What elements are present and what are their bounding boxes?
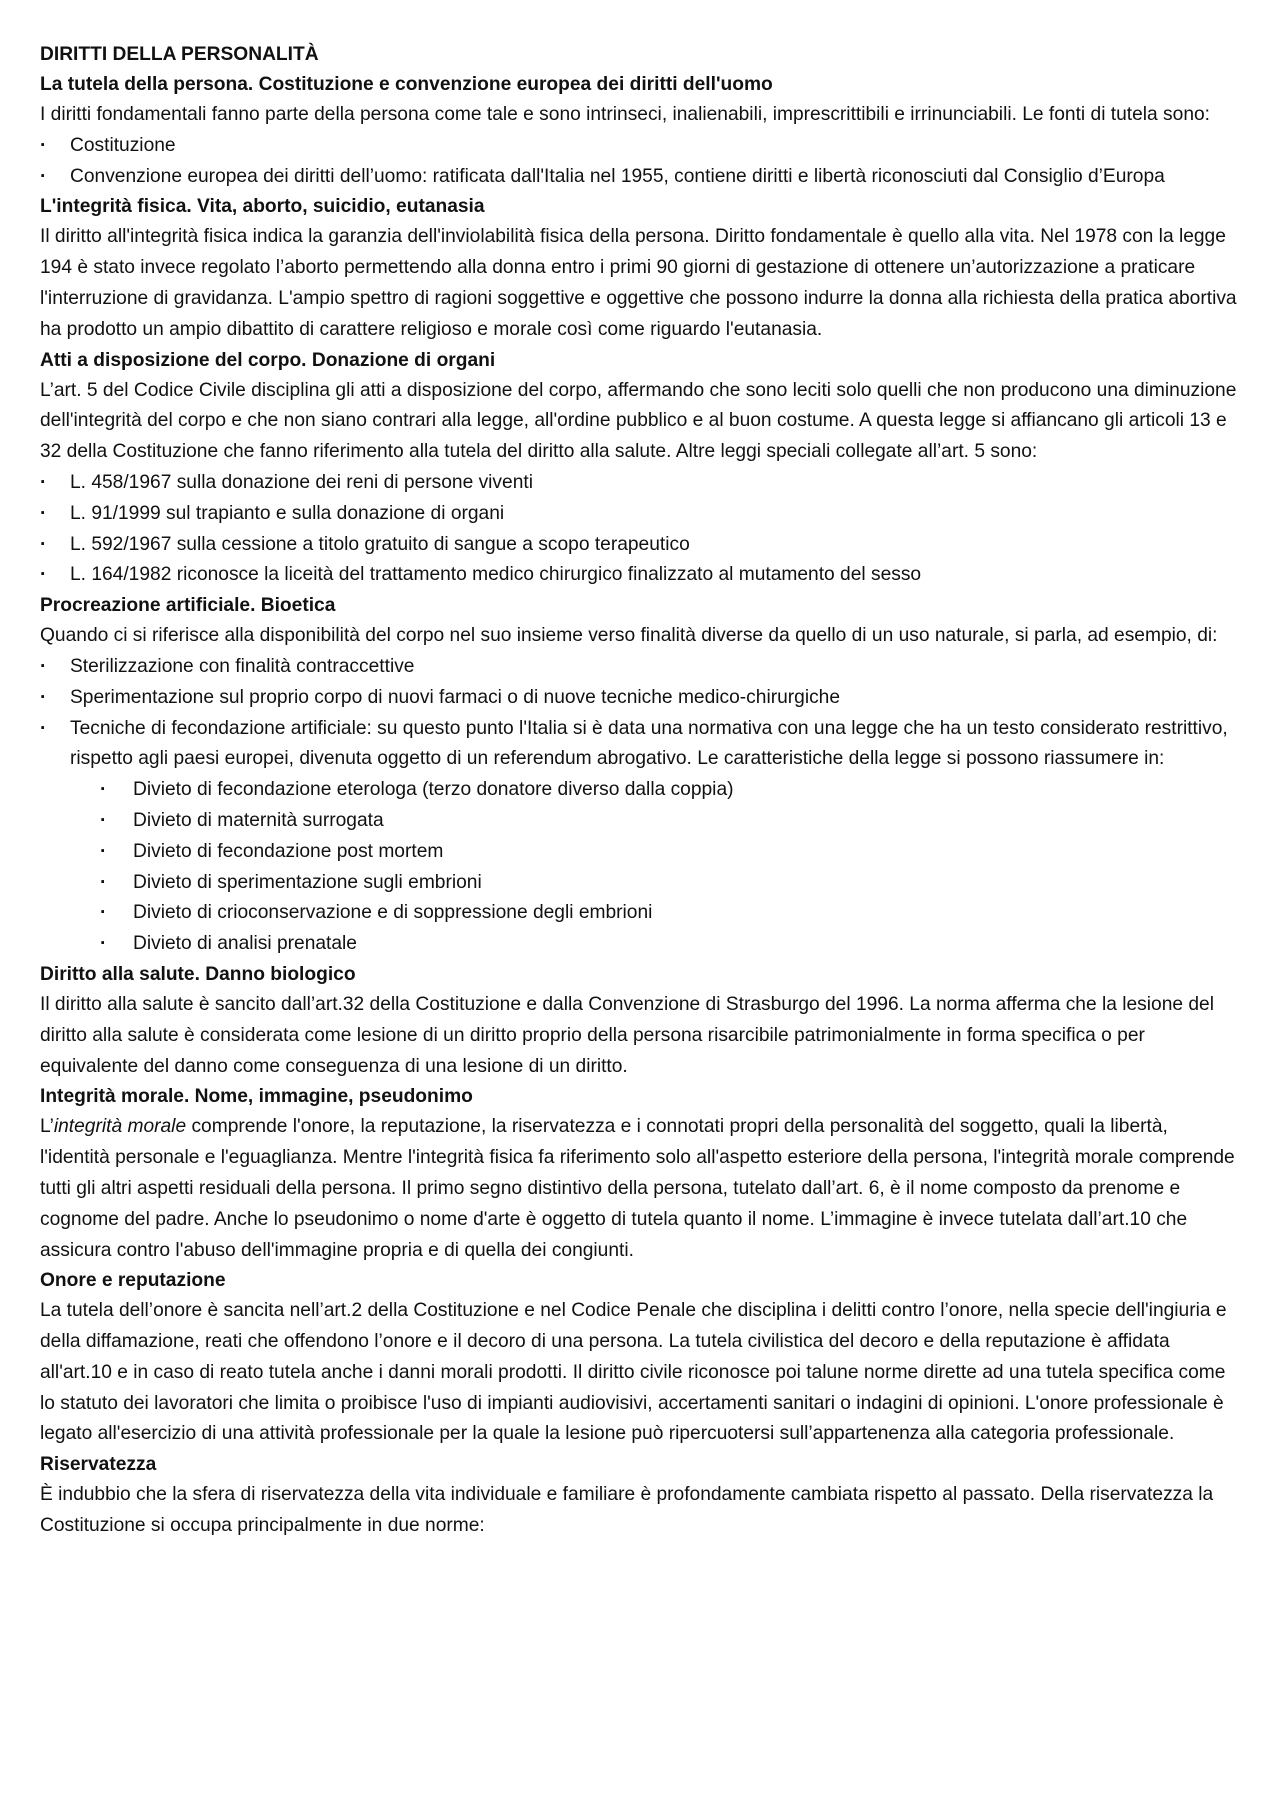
section-paragraph: Quando ci si riferisce alla disponibilità del corpo nel suo insieme verso finalità diverse da quello di un uso naturale, si parla, ad esempio, di: [40,625,1218,647]
section-paragraph: È indubbio che la sfera di riservatezza della vita individuale e familiare è profondamente cambiata rispetto al passato. Della riservatezza la Costituzione si occupa principalmente in due norme: [40,1484,1214,1537]
bullet-list [40,131,1240,193]
section-heading: Integrità morale. Nome, immagine, pseudonimo [40,1086,473,1108]
section-heading: L'integrità fisica. Vita, aborto, suicidio, eutanasia [40,196,485,218]
sub-bullet-list [40,775,1240,960]
paragraph-text: comprende l'onore, la reputazione, la riservatezza e i connotati propri della personalità del soggetto, quali la libertà, l'identità personale e l'eguaglianza. Mentre l'integrità fisica fa riferimento solo all'aspetto esteriore della persona, l'integrità morale comprende tutti gli altri aspetti residuali della persona. Il primo segno distintivo della persona, tutelato dall’art. 6, è il nome composto da prenome e cognome del padre. Anche lo pseudonimo o nome d'arte è oggetto di tutela quanto il nome. L’immagine è invece tutelata dall’art.10 che assicura contro l'abuso dell'immagine propria e di quella dei congiunti. [40,1116,1235,1261]
section-paragraph: Il diritto alla salute è sancito dall’art.32 della Costituzione e dalla Convenzione di Strasburgo del 1996. La norma afferma che la lesione del diritto alla salute è considerata come lesione di un diritto proprio della persona risarcibile patrimonialmente in forma specifica o per equivalente del danno come conseguenza di una lesione di un diritto. [40,993,1214,1077]
list-item: · L. 592/1967 sulla cessione a titolo gratuito di sangue a scopo terapeutico [40,530,1240,561]
section-paragraph: I diritti fondamentali fanno parte della persona come tale e sono intrinseci, inalienabili, imprescrittibili e irrinunciabili. Le fonti di tutela sono: [40,104,1210,125]
list-item: · Divieto di fecondazione eterologa (terzo donatore diverso dalla coppia) [40,775,1240,806]
list-item: · Convenzione europea dei diritti dell’uomo: ratificata dall'Italia nel 1955, contiene diritti e libertà riconosciuti dal Consiglio d’Europa [40,162,1240,193]
bullet-list [40,652,1240,775]
section-paragraph: Il diritto all'integrità fisica indica la garanzia dell'inviolabilità fisica della persona. Diritto fondamentale è quello alla vita. Nel 1978 con la legge 194 è stato invece regolato l’aborto permettendo alla donna entro i primi 90 giorni di gestazione di ottenere un’autorizzazione a praticare l'interruzione di gravidanza. L'ampio spettro di ragioni soggettive e oggettive che possono indurre la donna alla richiesta della pratica abortiva ha prodotto un ampio dibattito di carattere religioso e morale così come riguardo l'eutanasia. [40,226,1237,340]
list-item: · L. 458/1967 sulla donazione dei reni di persone viventi [40,468,1240,499]
list-item: · Divieto di fecondazione post mortem [40,837,1240,868]
section-heading: Atti a disposizione del corpo. Donazione di organi [40,349,496,371]
list-item: · Sterilizzazione con finalità contraccettive [40,652,1240,683]
list-item: · Sperimentazione sul proprio corpo di nuovi farmaci o di nuove tecniche medico-chirurgiche [40,683,1240,714]
list-item: · L. 91/1999 sul trapianto e sulla donazione di organi [40,499,1240,530]
section-heading: La tutela della persona. Costituzione e convenzione europea dei diritti dell'uomo [40,74,773,95]
list-item: · Divieto di crioconservazione e di soppressione degli embrioni [40,898,1240,929]
bullet-list [40,468,1240,591]
section-paragraph [40,1112,1240,1266]
paragraph-prefix: L’ [40,1116,54,1138]
list-item: · Costituzione [40,131,1240,162]
section-heading: Onore e reputazione [40,1270,226,1292]
list-item: · Divieto di analisi prenatale [40,929,1240,960]
list-item: · Tecniche di fecondazione artificiale: su questo punto l'Italia si è data una normativa con una legge che ha un testo considerato restrittivo, rispetto agli paesi europei, divenuta oggetto di un referendum abrogativo. Le caratteristiche della legge si possono riassumere in: [40,714,1240,776]
list-item: · Divieto di sperimentazione sugli embrioni [40,868,1240,899]
document-title: DIRITTI DELLA PERSONALITÀ [40,44,319,65]
list-item: · Divieto di maternità surrogata [40,806,1240,837]
section-paragraph: L’art. 5 del Codice Civile disciplina gli atti a disposizione del corpo, affermando che sono leciti solo quelli che non producono una diminuzione dell'integrità del corpo e che non siano contrari alla legge, all'ordine pubblico e al buon costume. A questa legge si affiancano gli articoli 13 e 32 della Costituzione che fanno riferimento alla tutela del diritto alla salute. Altre leggi speciali collegate all’art. 5 sono: [40,379,1237,463]
section-heading: Riservatezza [40,1454,157,1476]
emphasized-term: integrità morale [53,1116,187,1138]
section-paragraph: La tutela dell’onore è sancita nell’art.2 della Costituzione e nel Codice Penale che disciplina i delitti contro l’onore, nella specie dell'ingiuria e della diffamazione, reati che offendono l’onore e il decoro di una persona. La tutela civilistica del decoro e della reputazione è affidata all'art.10 e in caso di reato tutela anche i danni morali prodotti. Il diritto civile riconosce poi talune norme dirette ad una tutela specifica come lo statuto dei lavoratori che limita o proibisce l'uso di impianti audiovisivi, accertamenti sanitari o indagini di opinioni. L'onore professionale è legato all'esercizio di una attività professionale per la quale la lesione può ripercuotersi sull’appartenenza alla categoria professionale. [40,1300,1227,1445]
list-item: · L. 164/1982 riconosce la liceità del trattamento medico chirurgico finalizzato al mutamento del sesso [40,560,1240,591]
section-heading: Diritto alla salute. Danno biologico [40,963,356,985]
section-heading: Procreazione artificiale. Bioetica [40,595,336,617]
